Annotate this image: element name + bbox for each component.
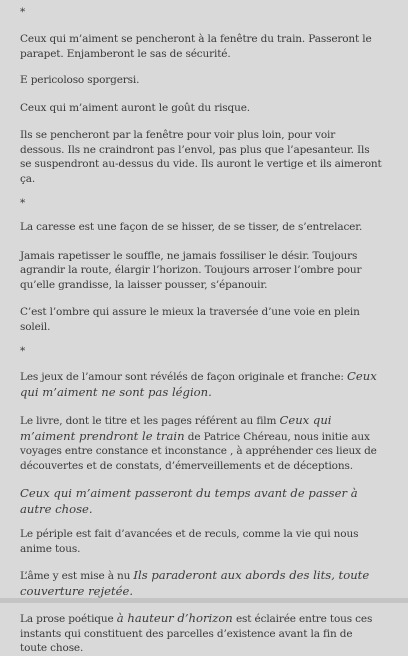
- paragraph-text: L’âme y est mise à nu: [20, 570, 134, 582]
- section-separator: *: [20, 345, 26, 357]
- paragraph: Le périple est fait d’avancées et de reculs, comme la vie qui nous anime tous.: [20, 528, 359, 555]
- section-separator: *: [20, 197, 26, 209]
- paragraph: Ceux qui m’aiment auront le goût du risque.: [20, 101, 250, 114]
- paragraph: E pericoloso sporgersi.: [20, 74, 140, 86]
- paragraph: La caresse est une façon de se hisser, de se tisser, de s’entrelacer.: [20, 221, 363, 233]
- paragraph: [20, 611, 382, 656]
- article-body: [20, 6, 382, 656]
- paragraph: Ils se pencheront par la fenêtre pour voir plus loin, pour voir dessous. Ils ne craindront pas l’envol, pas plus que l’apesanteur. Ils se suspendront au-dessus du vide. Ils auront le vertige et ils aimeront ça.: [20, 129, 382, 185]
- paragraph: [20, 413, 382, 473]
- bottom-edge: [0, 598, 408, 603]
- film-title-italic: Ceux qui m’aiment prendront le train: [20, 413, 332, 443]
- paragraph: Ceux qui m’aiment se pencheront à la fenêtre du train. Passeront le parapet. Enjamberont le sas de sécurité.: [20, 33, 372, 60]
- paragraph-text: Le livre, dont le titre et les pages référent au film: [20, 415, 280, 427]
- section-separator: *: [20, 6, 26, 18]
- quote-italic: Ceux qui m’aiment ne sont pas légion.: [20, 369, 377, 399]
- quote-italic: Ils paraderont aux abords des lits, toute couverture rejetée.: [20, 568, 370, 598]
- paragraph-text: La prose poétique: [20, 613, 117, 625]
- paragraph-text: de Patrice Chéreau, nous initie aux voyages entre constance et inconstance , à appréhender ces lieux de découvertes et de constats, d’émerveillements et de déceptions.: [20, 430, 377, 472]
- paragraph-text: Les jeux de l’amour sont révélés de façon originale et franche:: [20, 371, 348, 383]
- paragraph: Jamais rapetisser le souffle, ne jamais fossiliser le désir. Toujours agrandir la route, élargir l’horizon. Toujours arroser l’ombre pour qu’elle grandisse, la laisser pousser, s’épanouir.: [20, 249, 362, 291]
- quote-italic: Ceux qui m’aiment passeront du temps avant de passer à autre chose.: [20, 486, 358, 516]
- quote-italic: à hauteur d’horizon: [116, 611, 233, 625]
- paragraph: [20, 486, 382, 517]
- paragraph-text: est éclairée entre tous ces instants qui constituent des parcelles d’existence avant la fin de toute chose.: [20, 613, 373, 654]
- paragraph: C’est l’ombre qui assure le mieux la traversée d’une voie en plein soleil.: [20, 306, 360, 333]
- paragraph: [20, 369, 382, 400]
- paragraph: [20, 568, 382, 599]
